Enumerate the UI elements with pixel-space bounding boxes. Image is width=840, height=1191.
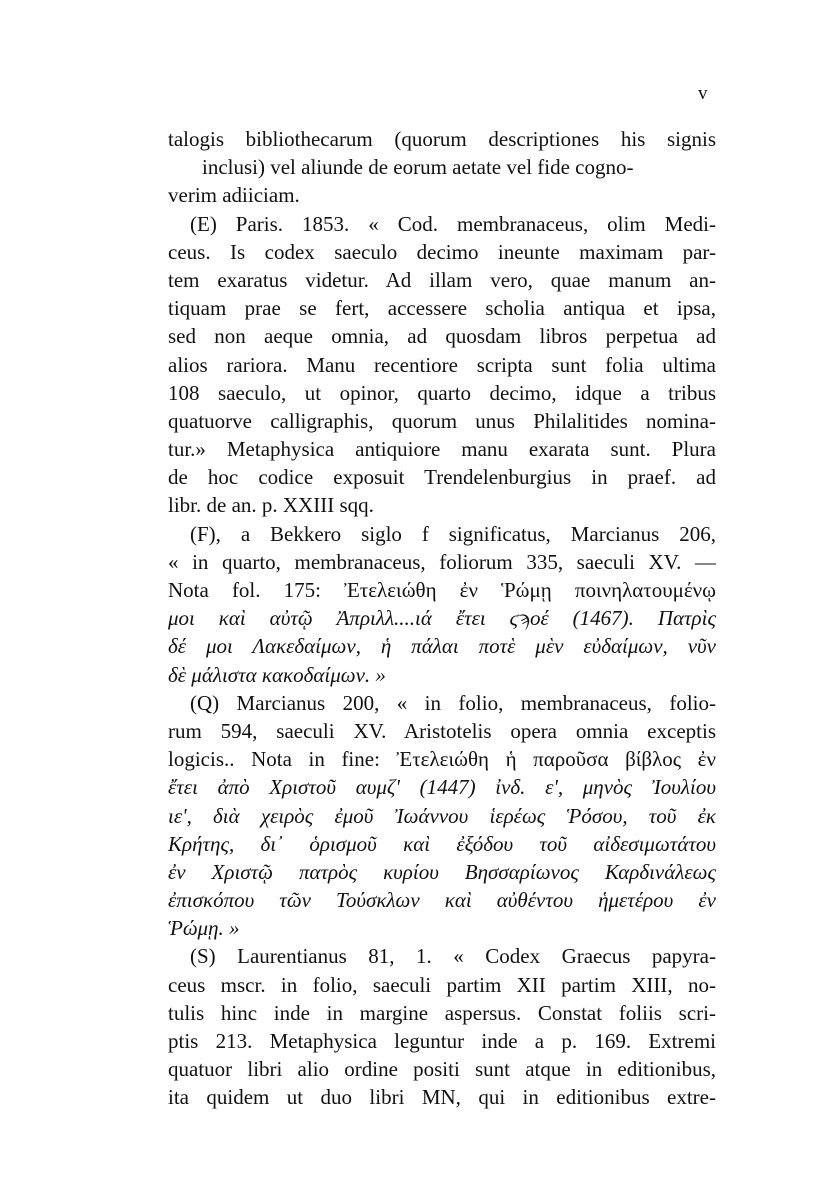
text-line: quatuor libri alio ordine positi sunt atque in editionibus, <box>168 1057 716 1082</box>
text-line: verim adiiciam. <box>168 183 300 208</box>
text-line: ceus. Is codex saeculo decimo ineunte maximam par- <box>168 239 716 264</box>
text-line: de hoc codice exposuit Trendelenburgius in praef. ad <box>168 465 716 490</box>
paragraph-start-Q: (Q) Marcianus 200, « in folio, membranaceus, folio- <box>190 690 716 715</box>
text-line: inclusi) vel aliunde de eorum aetate vel fide cogno- <box>202 155 634 180</box>
text-line: rum 594, saeculi XV. Aristotelis opera omnia exceptis <box>168 718 716 743</box>
text-line: tur.» Metaphysica antiquiore manu exarata sunt. Plura <box>168 437 716 462</box>
text-line: sed non aeque omnia, ad quosdam libros perpetua ad <box>168 324 716 349</box>
greek-line: ἐν Χριστῷ πατρὸς κυρίου Βησσαρίωνος Καρδινάλεως <box>168 859 716 884</box>
text-line: ptis 213. Metaphysica leguntur inde a p. 169. Extremi <box>168 1029 716 1053</box>
text-line: talogis bibliothecarum (quorum descriptiones his signis <box>168 127 716 151</box>
text-line: tiquam prae se fert, accessere scholia antiqua et ipsa, <box>168 296 716 321</box>
greek-line: ἔτει ἀπὸ Χριστοῦ αυμζʹ (1447) ἰνδ. εʹ, μηνὸς Ἰουλίου <box>168 775 716 800</box>
text-line: tulis hinc inde in margine aspersus. Constat foliis scri- <box>168 1000 716 1025</box>
text-line: libr. de an. p. XXIII sqq. <box>168 493 374 518</box>
text-line: alios rariora. Manu recentiore scripta sunt folia ultima <box>168 352 716 377</box>
paragraph-start-E: (E) Paris. 1853. « Cod. membranaceus, olim Medi- <box>190 211 716 236</box>
text-line: ceus mscr. in folio, saeculi partim XII partim XIII, no- <box>168 972 716 997</box>
greek-line: δὲ μάλιστα κακοδαίμων. » <box>168 662 386 687</box>
text-line: « in quarto, membranaceus, foliorum 335, saeculi XV. — <box>168 549 716 574</box>
text-line: quatuorve calligraphis, quorum unus Philalitides nomina- <box>168 408 716 433</box>
greek-line: Κρήτης, δι᾿ ὁρισμοῦ καὶ ἐξόδου τοῦ αἰδεσιμωτάτου <box>168 831 716 856</box>
page-number: v <box>698 83 708 104</box>
paragraph-start-S: (S) Laurentianus 81, 1. « Codex Graecus papyra- <box>190 944 716 969</box>
text-line: ita quidem ut duo libri MN, qui in editionibus extre- <box>168 1085 716 1110</box>
body-text <box>168 125 716 1112</box>
paragraph-start-F: (F), a Bekkero siglo f significatus, Marcianus 206, <box>190 521 716 546</box>
text-line: tem exaratus videtur. Ad illam vero, quae manum an- <box>168 267 716 292</box>
text-line: logicis.. Nota in fine: Ἐτελειώθη ἡ παροῦσα βίβλος ἐν <box>168 747 716 772</box>
greek-line: ἐπισκόπου τῶν Τούσκλων καὶ αὐθέντου ἡμετέρου ἐν <box>168 888 716 913</box>
greek-line: μοι καὶ αὐτῷ Ἀπριλλ....ιά ἔτει ϛϡοέ (1467). Πατρὶς <box>168 606 716 631</box>
greek-line: δέ μοι Λακεδαίμων, ἡ πάλαι ποτὲ μὲν εὐδαίμων, νῦν <box>168 634 716 659</box>
greek-line: ιεʹ, διὰ χειρὸς ἐμοῦ Ἰωάννου ἱερέως Ῥόσου, τοῦ ἐκ <box>168 803 716 828</box>
text-line: Nota fol. 175: Ἐτελειώθη ἐν Ῥώμῃ ποινηλατουμένῳ <box>168 578 716 602</box>
greek-line: Ῥώμῃ. » <box>168 916 240 941</box>
text-line: 108 saeculo, ut opinor, quarto decimo, idque a tribus <box>168 380 716 405</box>
